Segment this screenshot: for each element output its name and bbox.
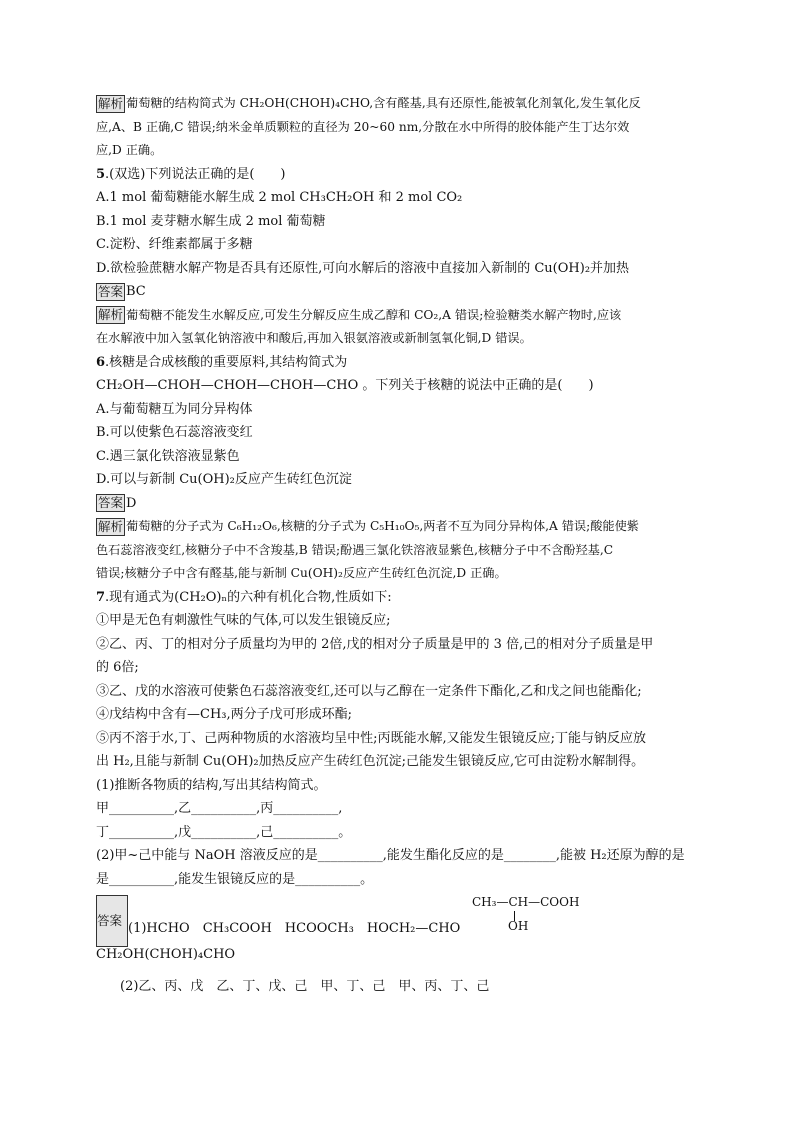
q6-explanation-line3: 错误;核糖分子中含有醛基,能与新制 Cu(OH)₂反应产生砖红色沉淀,D 正确。 (96, 566, 507, 580)
q6-explanation-line2: 色石蕊溶液变红,核糖分子中不含羧基,B 错误;酚遇三氯化铁溶液显紫色,核糖分子中不含酚羟基,C (96, 542, 614, 557)
q7-condition: ①甲是无色有刺激性气味的气体,可以发生银镜反应; (96, 613, 391, 628)
q5-option-d: D.欲检验蔗糖水解产物是否具有还原性,可向水解后的溶液中直接加入新制的 Cu(OH)₂并加热 (96, 260, 630, 276)
answer-tag: 答案 (98, 495, 124, 510)
q7-condition: ③乙、戊的水溶液可使紫色石蕊溶液变红,还可以与乙醇在一定条件下酯化,乙和戊之间也能酯化; (96, 683, 642, 699)
explanation-tag: 解析 (98, 518, 124, 534)
q7-sub2-line2: 是__________,能发生银镜反应的是__________。 (96, 871, 374, 887)
q7-sub1: (1)推断各物质的结构,写出其结构简式。 (96, 777, 327, 793)
q6-answer: 答案 D (98, 495, 137, 511)
q7-condition: 的 6倍; (96, 660, 139, 675)
q6-option-b: B.可以使紫色石蕊溶液变红 (96, 425, 253, 440)
q6-option-d: D.可以与新制 Cu(OH)₂反应产生砖红色沉淀 (96, 472, 352, 487)
q7-answer-part1: (1)HCHO CH₃COOH HCOOCH₃ HOCH₂—CHO (128, 921, 461, 936)
q5-option-a: A.1 mol 葡萄糖能水解生成 2 mol CH₃CH₂OH 和 2 mol CO₂ (96, 190, 463, 205)
q7-blanks-row2: 丁__________,戊__________,己__________。 (96, 824, 352, 840)
answer-tag: 答案 (96, 895, 128, 947)
q7-answer-part2: (2)乙、丙、戊 乙、丁、戊、己 甲、丁、己 甲、丙、丁、己 (120, 979, 490, 994)
q6-stem-formula: CH₂OH—CHOH—CHOH—CHOH—CHO 。下列关于核糖的说法中正确的是( ) (96, 378, 594, 393)
q7-stem: 7.现有通式为(CH₂O)ₙ的六种有机化合物,性质如下: (96, 589, 392, 605)
lactic-acid-structure (472, 895, 580, 933)
q4-explanation-line1: 解析 葡萄糖的结构简式为 CH₂OH(CHOH)₄CHO,含有醛基,具有还原性,能被氧化剂氧化,发生氧化反 (98, 95, 641, 111)
q7-condition: ②乙、丙、丁的相对分子质量均为甲的 2倍,戊的相对分子质量是甲的 3 倍,己的相对分子质量是甲 (96, 636, 654, 652)
q5-option-b: B.1 mol 麦芽糖水解生成 2 mol 葡萄糖 (96, 213, 326, 229)
q7-condition: ④戊结构中含有—CH₃,两分子戊可形成环酯; (96, 707, 353, 722)
q6-explanation-line1: 解析 葡萄糖的分子式为 C₆H₁₂O₆,核糖的分子式为 C₅H₁₀O₅,两者不互为同分异构体,A 错误;酸能使紫 (98, 518, 639, 534)
answer-tag: 答案 (98, 283, 124, 299)
structure-main-chain: CH₃—CH—COOH (472, 895, 580, 909)
q7-answer-glucose: CH₂OH(CHOH)₄CHO (96, 947, 236, 962)
q7-condition: 出 H₂,且能与新制 Cu(OH)₂加热反应产生砖红色沉淀;己能发生银镜反应,它可由淀粉水解制得。 (96, 754, 645, 769)
q6-stem: 6.核糖是合成核酸的重要原料,其结构简式为 (96, 354, 348, 370)
q6-option-a: A.与葡萄糖互为同分异构体 (96, 401, 253, 417)
document-page (96, 92, 698, 999)
q4-explanation-line3: 应,D 正确。 (96, 143, 163, 157)
q7-condition: ⑤丙不溶于水,丁、己两种物质的水溶液均呈中性;丙既能水解,又能发生银镜反应;丁能与钠反应放 (96, 730, 647, 746)
q6-option-c: C.遇三氯化铁溶液显紫色 (96, 448, 240, 464)
q7-blanks-row1: 甲__________,乙__________,丙__________, (96, 801, 343, 816)
q7-sub2-line1: (2)甲~己中能与 NaOH 溶液反应的是__________,能发生酯化反应的是________,能被 H₂还原为醇的是 (96, 848, 685, 863)
explanation-tag: 解析 (98, 95, 124, 111)
structure-hydroxyl: OH (508, 919, 529, 933)
explanation-tag: 解析 (98, 307, 124, 322)
q7-answer (96, 895, 698, 965)
q5-answer: 答案 BC (98, 283, 146, 299)
q5-explanation-line2: 在水解液中加入氢氧化钠溶液中和酸后,再加入银氨溶液或新制氢氧化铜,D 错误。 (96, 331, 532, 345)
q4-explanation-line2: 应,A、B 正确,C 错误;纳米金单质颗粒的直径为 20~60 nm,分散在水中所得的胶体能产生丁达尔效 (96, 119, 630, 134)
q5-stem: 5.(双选)下列说法正确的是( ) (96, 166, 286, 182)
q5-explanation-line1: 解析 葡萄糖不能发生水解反应,可发生分解反应生成乙醇和 CO₂,A 错误;检验糖类水解产物时,应该 (98, 307, 622, 322)
q5-option-c: C.淀粉、纤维素都属于多糖 (96, 237, 253, 252)
